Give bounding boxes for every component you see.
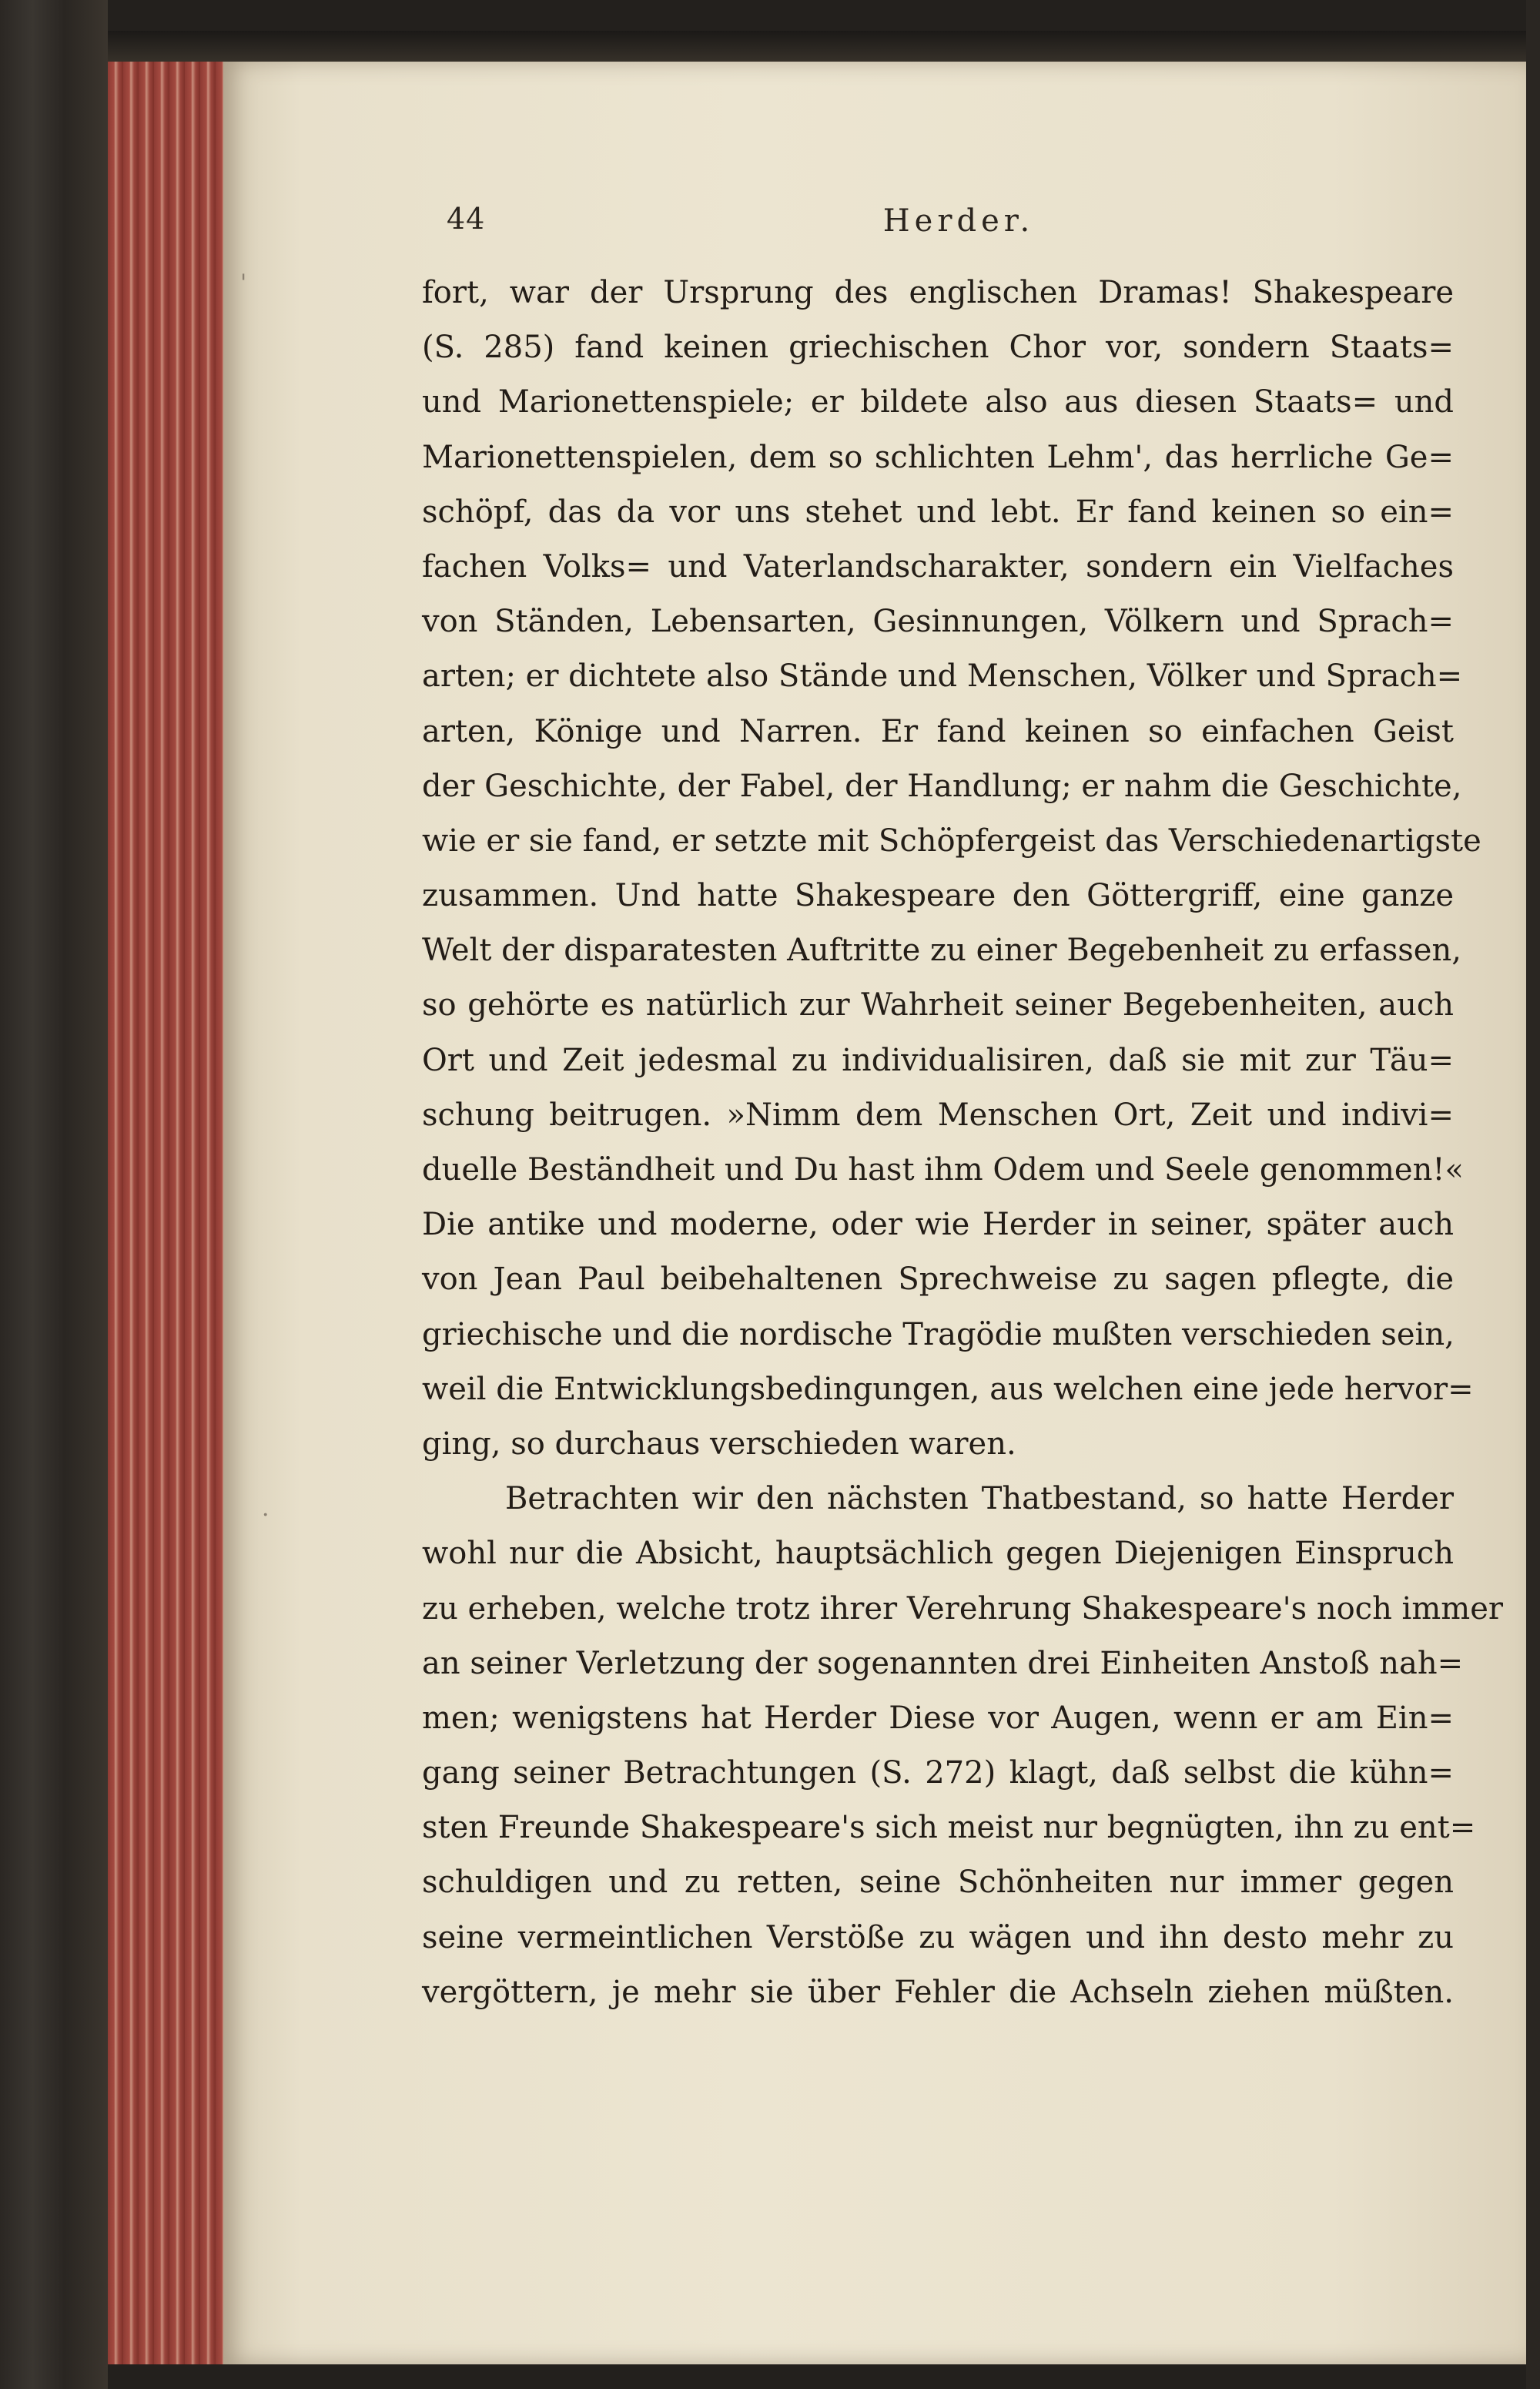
text-line: zu erheben, welche trotz ihrer Verehrung Shakespeare's noch immer xyxy=(422,1590,1504,1627)
running-title: Herder. xyxy=(882,203,1035,239)
text-line: schöpf, das da vor uns stehet und lebt. Er fand keinen so ein= xyxy=(422,494,1454,530)
text-line: Welt der disparatesten Auftritte zu einer Begebenheit zu erfassen, xyxy=(422,933,1461,969)
text-line: schung beitrugen. »Nimm dem Menschen Ort, Zeit und indivi= xyxy=(422,1097,1454,1133)
text-line: gang seiner Betrachtungen (S. 272) klagt, daß selbst die kühn= xyxy=(422,1755,1454,1791)
text-line: schuldigen und zu retten, seine Schönheiten nur immer gegen xyxy=(422,1865,1454,1901)
text-line: duelle Beständheit und Du hast ihm Odem und Seele genommen!« xyxy=(422,1152,1464,1188)
page-number: 44 xyxy=(447,202,486,236)
text-line: seine vermeintlichen Verstöße zu wägen und ihn desto mehr zu xyxy=(422,1919,1454,1955)
text-line: arten; er dichtete also Stände und Menschen, Völker und Sprach= xyxy=(422,658,1463,695)
text-line: weil die Entwicklungsbedingungen, aus welchen eine jede hervor= xyxy=(422,1371,1474,1407)
text-line: men; wenigstens hat Herder Diese vor Augen, wenn er am Ein= xyxy=(422,1700,1454,1736)
book-cover-edge xyxy=(0,0,108,2389)
text-line: von Jean Paul beibehaltenen Sprechweise zu sagen pflegte, die xyxy=(422,1262,1454,1298)
text-line: wohl nur die Absicht, hauptsächlich gegen Diejenigen Einspruch xyxy=(422,1536,1454,1572)
text-line: und Marionettenspiele; er bildete also aus diesen Staats= und xyxy=(422,384,1454,421)
red-page-edges xyxy=(108,62,231,2364)
margin-speck: · xyxy=(262,1502,270,1529)
text-line: ging, so durchaus verschieden waren. xyxy=(422,1426,1016,1462)
text-line: vergöttern, je mehr sie über Fehler die Achseln ziehen müßten. xyxy=(422,1974,1454,2010)
text-line: Die antike und moderne, oder wie Herder in seiner, später auch xyxy=(422,1207,1454,1243)
text-line: fort, war der Ursprung des englischen Dramas! Shakespeare xyxy=(422,275,1454,310)
text-line: Marionettenspielen, dem so schlichten Lehm', das herrliche Ge= xyxy=(422,439,1454,475)
text-line: der Geschichte, der Fabel, der Handlung; er nahm die Geschichte, xyxy=(422,768,1462,804)
margin-speck: ' xyxy=(240,270,247,297)
text-line: wie er sie fand, er setzte mit Schöpfergeist das Verschiedenartigste xyxy=(422,823,1481,859)
right-edge xyxy=(1526,0,1540,2389)
text-line: zusammen. Und hatte Shakespeare den Göttergriff, eine ganze xyxy=(422,878,1454,914)
text-line: (S. 285) fand keinen griechischen Chor vor, sondern Staats= xyxy=(422,330,1454,366)
text-line: griechische und die nordische Tragödie mußten verschieden sein, xyxy=(422,1316,1455,1352)
page-header xyxy=(447,202,1471,248)
text-line: an seiner Verletzung der sogenannten drei Einheiten Anstoß nah= xyxy=(422,1645,1464,1681)
text-line: so gehörte es natürlich zur Wahrheit seiner Begebenheiten, auch xyxy=(422,987,1454,1024)
text-line: fachen Volks= und Vaterlandscharakter, sondern ein Vielfaches xyxy=(422,548,1454,585)
text-line: Betrachten wir den nächsten Thatbestand, so hatte Herder xyxy=(505,1481,1454,1517)
text-line: von Ständen, Lebensarten, Gesinnungen, Völkern und Sprach= xyxy=(422,604,1454,640)
body-text xyxy=(422,266,1504,2020)
text-line: sten Freunde Shakespeare's sich meist nur begnügten, ihn zu ent= xyxy=(422,1810,1476,1846)
text-line: Ort und Zeit jedesmal zu individualisiren, daß sie mit zur Täu= xyxy=(422,1042,1454,1078)
text-line: arten, Könige und Narren. Er fand keinen so einfachen Geist xyxy=(422,713,1454,749)
